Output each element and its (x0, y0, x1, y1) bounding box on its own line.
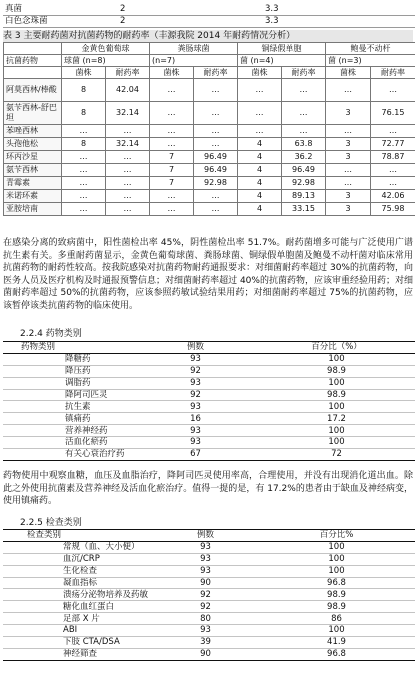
strain-count-cell: 4 (238, 190, 282, 203)
percent-cell: 72 (258, 449, 415, 461)
category-cell: 足部 X 片 (3, 613, 153, 625)
strain-count-cell: 8 (62, 79, 106, 102)
strain-count-cell: … (150, 102, 194, 125)
table-row (3, 625, 415, 637)
drug-usage-paragraph: 药物使用中观察血糖，血压及血脂治疗，降阿司匹灵使用率高，合理使用，并没有出现消化道出血。除此之外使用抗菌素及营养神经及活血化瘀治疗。值得一提的是，有 17.2%的患者由于缺血及神经病变，使用镇痛药。 (3, 471, 413, 507)
table-row (3, 401, 415, 413)
category-cell: 抗生素 (3, 401, 133, 413)
table-row (3, 437, 415, 449)
table-header-row (3, 342, 415, 354)
table-row (4, 138, 415, 151)
drug-category-table (3, 341, 415, 461)
count-cell: 93 (153, 625, 258, 637)
percent-cell: 100 (258, 553, 415, 565)
count-cell: 93 (133, 401, 258, 413)
count-cell: 92 (153, 589, 258, 601)
percent-cell: 100 (258, 541, 415, 553)
category-cell: 神经筛查 (3, 648, 153, 660)
category-cell: 溃疡分泌物培养及药敏 (3, 589, 153, 601)
drug-name: 亚胺培南 (4, 203, 62, 216)
strain-count-cell: … (150, 190, 194, 203)
count-cell: 93 (153, 553, 258, 565)
resistance-rate-cell: 96.49 (194, 151, 238, 164)
table-row (4, 125, 415, 138)
organism-name: 白色念珠菌 (3, 15, 118, 28)
count-cell: 93 (133, 377, 258, 389)
percent-cell: 100 (258, 401, 415, 413)
table-row (3, 389, 415, 401)
resistance-rate-cell: 75.98 (371, 203, 415, 216)
category-cell: 调脂药 (3, 377, 133, 389)
strain-count-cell: … (62, 177, 106, 190)
resistance-rate-cell: … (106, 203, 150, 216)
percent-cell: 100 (258, 437, 415, 449)
drug-name: 氨苄西林 (4, 164, 62, 177)
strain-count-cell: 4 (238, 177, 282, 190)
group-count: (n=7) (150, 55, 238, 67)
strain-count-cell: … (150, 79, 194, 102)
resistance-rate-cell: … (194, 125, 238, 138)
resistance-rate-cell: … (194, 79, 238, 102)
count-cell: 39 (153, 637, 258, 649)
strain-count-cell: … (238, 125, 282, 138)
resistance-rate-cell: 89.13 (282, 190, 326, 203)
group-count: 菌 (n=3) (326, 55, 415, 67)
percent-cell: 96.8 (258, 577, 415, 589)
drug-name: 苯唑西林 (4, 125, 62, 138)
resistance-rate-cell: … (282, 102, 326, 125)
sub-header: 菌株 (150, 67, 194, 79)
percent-cell: 96.8 (258, 648, 415, 660)
drug-name: 环丙沙星 (4, 151, 62, 164)
category-cell: 下肢 CTA/DSA (3, 637, 153, 649)
category-cell: 营养神经药 (3, 425, 133, 437)
strain-count-cell: 4 (238, 138, 282, 151)
count-cell: 67 (133, 449, 258, 461)
table-row (3, 565, 415, 577)
group-header: 铜绿假单胞 (238, 43, 326, 55)
strain-count-cell: 7 (150, 177, 194, 190)
resistance-rate-cell: … (106, 190, 150, 203)
resistance-rate-cell: 78.87 (371, 151, 415, 164)
table-row (4, 164, 415, 177)
percent-cell: 98.9 (258, 365, 415, 377)
sub-header: 菌株 (238, 67, 282, 79)
exam-category-table (3, 529, 415, 661)
table-row (3, 553, 415, 565)
category-cell: 降阿司匹灵 (3, 389, 133, 401)
strain-count-cell: … (326, 79, 371, 102)
strain-count-cell: … (62, 151, 106, 164)
resistance-rate-cell: … (371, 164, 415, 177)
count-cell: 2 (118, 15, 263, 28)
resistance-rate-cell: … (194, 203, 238, 216)
table-row (4, 190, 415, 203)
drug-name: 阿莫西林/棒酸 (4, 79, 62, 102)
table-row (3, 601, 415, 613)
percent-cell: 100 (258, 425, 415, 437)
table-header-row (3, 530, 415, 542)
group-header: 鲍曼不动杆 (326, 43, 415, 55)
table-row (3, 377, 415, 389)
column-header: 药物类别 (3, 342, 133, 354)
table-row (3, 577, 415, 589)
group-count: 菌 (n=4) (238, 55, 326, 67)
category-cell: 糖化血红蛋白 (3, 601, 153, 613)
count-cell: 90 (153, 577, 258, 589)
column-header: 检查类别 (3, 530, 153, 542)
strain-count-cell: 7 (150, 164, 194, 177)
count-cell: 92 (133, 389, 258, 401)
percent-cell: 86 (258, 613, 415, 625)
column-header: 百分比% (258, 530, 415, 542)
drug-name: 米诺环素 (4, 190, 62, 203)
strain-count-cell: 4 (238, 151, 282, 164)
strain-count-cell: 3 (326, 151, 371, 164)
table-row (3, 449, 415, 461)
sub-header: 耐药率 (194, 67, 238, 79)
resistance-rate-cell: 33.15 (282, 203, 326, 216)
resistance-rate-cell: … (106, 151, 150, 164)
table-row (3, 541, 415, 553)
resistance-rate-cell: … (371, 79, 415, 102)
resistance-rate-cell: 92.98 (194, 177, 238, 190)
table-row (3, 648, 415, 660)
strain-count-cell: 4 (238, 164, 282, 177)
resistance-rate-cell: 32.14 (106, 138, 150, 151)
table-row (3, 637, 415, 649)
drug-header: 抗菌药物 (4, 55, 62, 67)
resistance-rate-cell: … (194, 190, 238, 203)
resistance-rate-cell: … (106, 125, 150, 138)
table-row (3, 413, 415, 425)
strain-count-cell: 8 (62, 102, 106, 125)
resistance-rate-cell: 36.2 (282, 151, 326, 164)
sub-header: 菌株 (62, 67, 106, 79)
strain-count-cell: … (150, 203, 194, 216)
group-header-row (4, 43, 415, 55)
category-cell: 活血化瘀药 (3, 437, 133, 449)
table-row (4, 203, 415, 216)
percent-cell: 41.9 (258, 637, 415, 649)
top-fragment-table (3, 3, 415, 28)
strain-count-cell: … (150, 138, 194, 151)
percent-cell: 3.3 (263, 3, 415, 15)
strain-count-cell: … (238, 79, 282, 102)
table-row (3, 365, 415, 377)
group-count-row (4, 55, 415, 67)
sub-header-row (4, 67, 415, 79)
resistance-table (3, 42, 415, 216)
table-row (4, 79, 415, 102)
section-heading-exams: 2.2.5 检查类别 (20, 518, 82, 528)
strain-count-cell: … (62, 164, 106, 177)
strain-count-cell: 8 (62, 138, 106, 151)
strain-count-cell: … (62, 203, 106, 216)
sub-header: 耐药率 (106, 67, 150, 79)
group-header: 金黄色葡萄球 (62, 43, 150, 55)
category-cell: 凝血指标 (3, 577, 153, 589)
resistance-rate-cell: … (106, 164, 150, 177)
category-cell: 降压药 (3, 365, 133, 377)
resistance-rate-cell: 76.15 (371, 102, 415, 125)
strain-count-cell: … (150, 125, 194, 138)
resistance-rate-cell: 42.06 (371, 190, 415, 203)
strain-count-cell: … (62, 190, 106, 203)
table3-title: 表 3 主要耐药菌对抗菌药物的耐药率（丰源我院 2014 年耐药情况分析） (3, 30, 413, 42)
percent-cell: 3.3 (263, 15, 415, 28)
count-cell: 93 (133, 353, 258, 365)
resistance-rate-cell: 92.98 (282, 177, 326, 190)
table-row (4, 151, 415, 164)
column-header: 例数 (153, 530, 258, 542)
strain-count-cell: 3 (326, 138, 371, 151)
percent-cell: 98.9 (258, 589, 415, 601)
percent-cell: 17.2 (258, 413, 415, 425)
resistance-rate-cell: … (282, 79, 326, 102)
count-cell: 16 (133, 413, 258, 425)
count-cell: 93 (153, 541, 258, 553)
category-cell: ABI (3, 625, 153, 637)
table-row (3, 353, 415, 365)
sub-header: 菌株 (326, 67, 371, 79)
group-count: 球菌 (n=8) (62, 55, 150, 67)
count-cell: 93 (133, 425, 258, 437)
section-heading-drugs: 2.2.4 药物类别 (20, 329, 82, 339)
strain-count-cell: 3 (326, 190, 371, 203)
table-row (4, 177, 415, 190)
resistance-rate-cell: … (282, 125, 326, 138)
percent-cell: 100 (258, 353, 415, 365)
drug-name: 头孢他松 (4, 138, 62, 151)
resistance-rate-cell: … (106, 177, 150, 190)
table-row (3, 15, 415, 28)
table-row (3, 425, 415, 437)
strain-count-cell: … (62, 125, 106, 138)
count-cell: 92 (133, 365, 258, 377)
column-header: 百分比（%） (258, 342, 415, 354)
sub-header: 耐药率 (282, 67, 326, 79)
column-header: 例数 (133, 342, 258, 354)
resistance-rate-cell: 63.8 (282, 138, 326, 151)
drug-name: 氨苄西林-舒巴坦 (4, 102, 62, 125)
count-cell: 92 (153, 601, 258, 613)
resistance-rate-cell: … (371, 177, 415, 190)
table-row (3, 3, 415, 15)
analysis-paragraph: 在感染分离的致病菌中，阳性菌检出率 45%，阴性菌检出率 51.7%。耐药菌增多可能与广泛使用广谱抗生素有关。多重耐药菌显示，金黄色葡萄球菌、粪肠球菌、铜绿假单胞菌及鲍曼不动杆菌对临床常用抗菌药物的耐药性较高。按我院感染对抗菌药物耐药通报要求：对细菌耐药率超过 30%的抗菌药物，向医务人员及医疗机构及时通报预警信息；对细菌耐药率超过 40%的抗菌药物，应该审重经验用药；对细菌耐药率超过 50%的抗菌药物，应该参照药敏试验结果用药；对细菌耐药率超过 75%的抗菌药物，应该暂停该类抗菌药物的临床使用。 (3, 238, 413, 311)
sub-header: 耐药率 (371, 67, 415, 79)
resistance-rate-cell: … (194, 138, 238, 151)
strain-count-cell: 4 (238, 203, 282, 216)
category-cell: 血沉/CRP (3, 553, 153, 565)
percent-cell: 98.9 (258, 601, 415, 613)
strain-count-cell: 3 (326, 203, 371, 216)
drug-name: 青霉素 (4, 177, 62, 190)
resistance-rate-cell: … (194, 102, 238, 125)
count-cell: 93 (153, 565, 258, 577)
organism-name: 真菌 (3, 3, 118, 15)
count-cell: 90 (153, 648, 258, 660)
percent-cell: 100 (258, 625, 415, 637)
count-cell: 2 (118, 3, 263, 15)
percent-cell: 100 (258, 565, 415, 577)
resistance-rate-cell: 96.49 (282, 164, 326, 177)
resistance-rate-cell: 72.77 (371, 138, 415, 151)
category-cell: 有关心衰治疗药 (3, 449, 133, 461)
strain-count-cell: … (238, 102, 282, 125)
strain-count-cell: 7 (150, 151, 194, 164)
category-cell: 降糖药 (3, 353, 133, 365)
table-row (3, 589, 415, 601)
percent-cell: 98.9 (258, 389, 415, 401)
resistance-rate-cell: 42.04 (106, 79, 150, 102)
strain-count-cell: … (326, 164, 371, 177)
category-cell: 生化检查 (3, 565, 153, 577)
strain-count-cell: 3 (326, 102, 371, 125)
percent-cell: 100 (258, 377, 415, 389)
count-cell: 93 (133, 437, 258, 449)
table-row (3, 613, 415, 625)
strain-count-cell: … (326, 125, 371, 138)
resistance-rate-cell: 96.49 (194, 164, 238, 177)
strain-count-cell: … (326, 177, 371, 190)
resistance-rate-cell: 32.14 (106, 102, 150, 125)
count-cell: 80 (153, 613, 258, 625)
category-cell: 镇痛药 (3, 413, 133, 425)
resistance-rate-cell: … (371, 125, 415, 138)
table-row (4, 102, 415, 125)
category-cell: 常规（血、大小便） (3, 541, 153, 553)
group-header: 粪肠球菌 (150, 43, 238, 55)
